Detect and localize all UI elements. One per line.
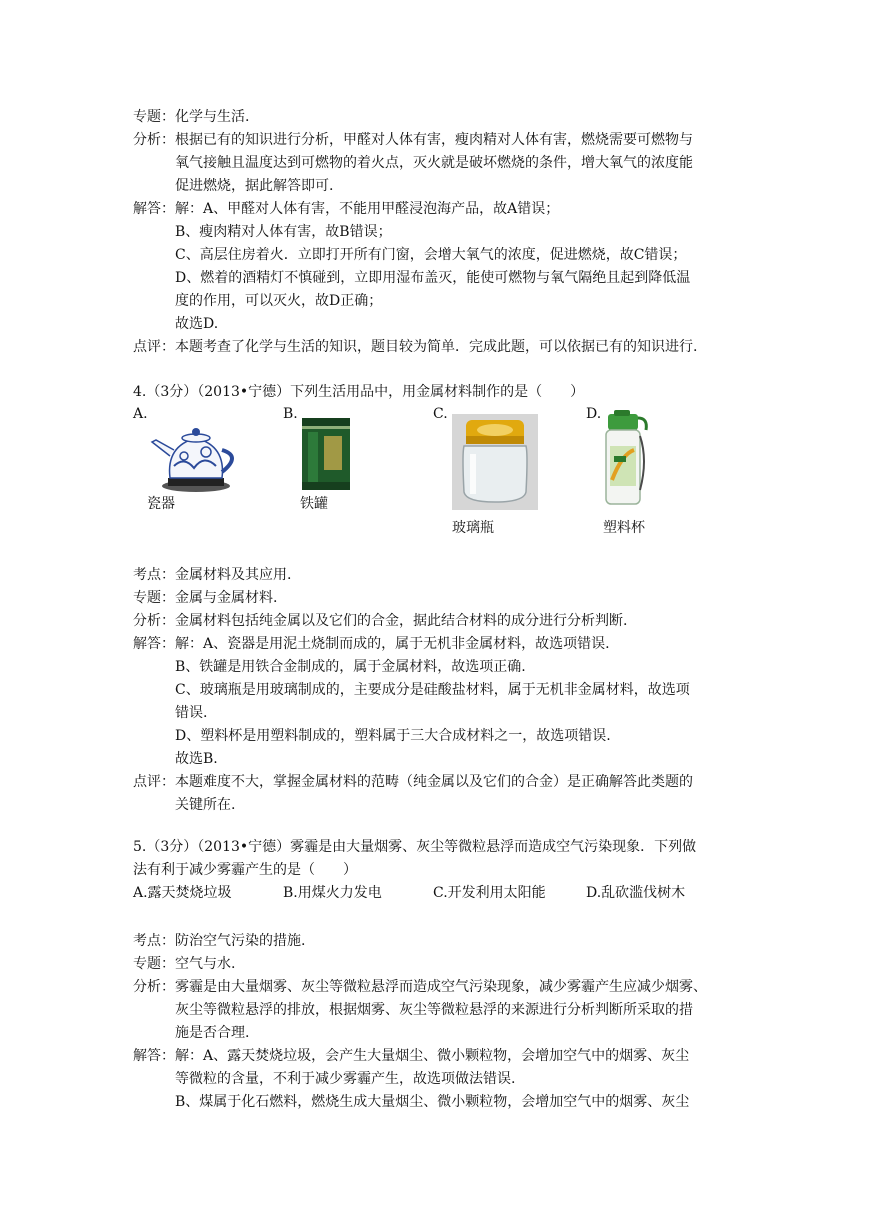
answer-line: C、玻璃瓶是用玻璃制成的，主要成分是硅酸盐材料，属于无机非金属材料，故选项 [175, 682, 690, 698]
question-stem: 5.（3分）（2013•宁德）雾霾是由大量烟雾、灰尘等微粒悬浮而造成空气污染现象．下列做 [133, 839, 697, 855]
question-4-options [0, 404, 869, 544]
question-4-solution [0, 564, 869, 817]
answer-line: D、燃着的酒精灯不慎碰到，立即用湿布盖灭，能使可燃物与氧气隔绝且起到降低温 [175, 270, 691, 286]
answer-line: 故选D. [175, 316, 219, 332]
kaodian-label: 考点： [133, 567, 175, 583]
question-5-solution [0, 930, 869, 1114]
analysis-line: 氧气接触且温度达到可燃物的着火点，灭火就是破坏燃烧的条件，增大氧气的浓度能 [175, 155, 693, 171]
question-5-stem [0, 836, 869, 905]
answer-line: 解：A、瓷器是用泥土烧制而成的，属于无机非金属材料，故选项错误. [175, 636, 610, 652]
option-d-letter: D. [586, 406, 602, 422]
prev-question-tail [0, 106, 869, 359]
analysis-line: 施是否合理. [175, 1025, 250, 1041]
option-d-caption: 塑料杯 [603, 520, 645, 536]
option-c-letter: C. [433, 406, 448, 422]
kaodian-text: 金属材料及其应用. [175, 567, 292, 583]
answer-line: B、煤属于化石燃料，燃烧生成大量烟尘、微小颗粒物，会增加空气中的烟雾、灰尘 [175, 1094, 690, 1110]
topic-text: 空气与水. [175, 956, 236, 972]
comment-line: 本题难度不大，掌握金属材料的范畴（纯金属以及它们的合金）是正确解答此类题的 [175, 774, 693, 790]
comment-text: 本题考查了化学与生活的知识，题目较为简单．完成此题，可以依据已有的知识进行. [175, 339, 698, 355]
plastic-cup-image [600, 410, 650, 510]
option-a-caption: 瓷器 [147, 496, 175, 512]
topic-text: 金属与金属材料. [175, 590, 278, 606]
option-b: B.用煤火力发电 [283, 885, 382, 901]
option-b-caption: 铁罐 [300, 496, 328, 512]
question-stem: 4.（3分）（2013•宁德）下列生活用品中，用金属材料制作的是（ ） [133, 384, 585, 400]
answer-line: 错误. [175, 705, 208, 721]
analysis-line: 根据已有的知识进行分析，甲醛对人体有害，瘦肉精对人体有害，燃烧需要可燃物与 [175, 132, 693, 148]
topic-label: 专题： [133, 109, 175, 125]
comment-label: 点评： [133, 774, 175, 790]
answer-label: 解答： [133, 201, 175, 217]
option-c: C.开发利用太阳能 [433, 885, 546, 901]
glass-jar-image [452, 414, 538, 510]
answer-line: 度的作用，可以灭火，故D正确； [175, 293, 383, 309]
porcelain-kettle-image [148, 416, 244, 496]
option-a-letter: A. [133, 406, 148, 422]
answer-line: 解：A、甲醛对人体有害，不能用甲醛浸泡海产品，故A错误； [175, 201, 560, 217]
question-4-stem [0, 381, 869, 404]
comment-line: 关键所在. [175, 797, 236, 813]
answer-line: 等微粒的含量，不利于减少雾霾产生，故选项做法错误. [175, 1071, 516, 1087]
topic-label: 专题： [133, 590, 175, 606]
topic-label: 专题： [133, 956, 175, 972]
answer-line: B、瘦肉精对人体有害，故B错误； [175, 224, 392, 240]
answer-line: D、塑料杯是用塑料制成的，塑料属于三大合成材料之一，故选项错误. [175, 728, 611, 744]
topic-text: 化学与生活. [175, 109, 250, 125]
analysis-text: 金属材料包括纯金属以及它们的合金，据此结合材料的成分进行分析判断. [175, 613, 628, 629]
analysis-line: 雾霾是由大量烟雾、灰尘等微粒悬浮而造成空气污染现象，减少雾霾产生应减少烟雾、 [175, 979, 707, 995]
answer-line: 解：A、露天焚烧垃圾，会产生大量烟尘、微小颗粒物，会增加空气中的烟雾、灰尘 [175, 1048, 690, 1064]
question-stem: 法有利于减少雾霾产生的是（ ） [133, 862, 357, 878]
option-c-caption: 玻璃瓶 [452, 520, 494, 536]
option-a: A.露天焚烧垃圾 [133, 885, 232, 901]
analysis-line: 促进燃烧，据此解答即可. [175, 178, 334, 194]
answer-label: 解答： [133, 636, 175, 652]
iron-can-image [298, 412, 354, 492]
option-b-letter: B. [283, 406, 298, 422]
analysis-label: 分析： [133, 132, 175, 148]
analysis-label: 分析： [133, 613, 175, 629]
kaodian-label: 考点： [133, 933, 175, 949]
answer-line: B、铁罐是用铁合金制成的，属于金属材料，故选项正确. [175, 659, 526, 675]
answer-label: 解答： [133, 1048, 175, 1064]
answer-line: C、高层住房着火．立即打开所有门窗，会增大氧气的浓度，促进燃烧，故C错误； [175, 247, 687, 263]
answer-line: 故选B. [175, 751, 218, 767]
comment-label: 点评： [133, 339, 175, 355]
analysis-line: 灰尘等微粒悬浮的排放，根据烟雾、灰尘等微粒悬浮的来源进行分析判断所采取的措 [175, 1002, 693, 1018]
kaodian-text: 防治空气污染的措施. [175, 933, 306, 949]
option-d: D.乱砍滥伐树木 [586, 885, 686, 901]
analysis-label: 分析： [133, 979, 175, 995]
